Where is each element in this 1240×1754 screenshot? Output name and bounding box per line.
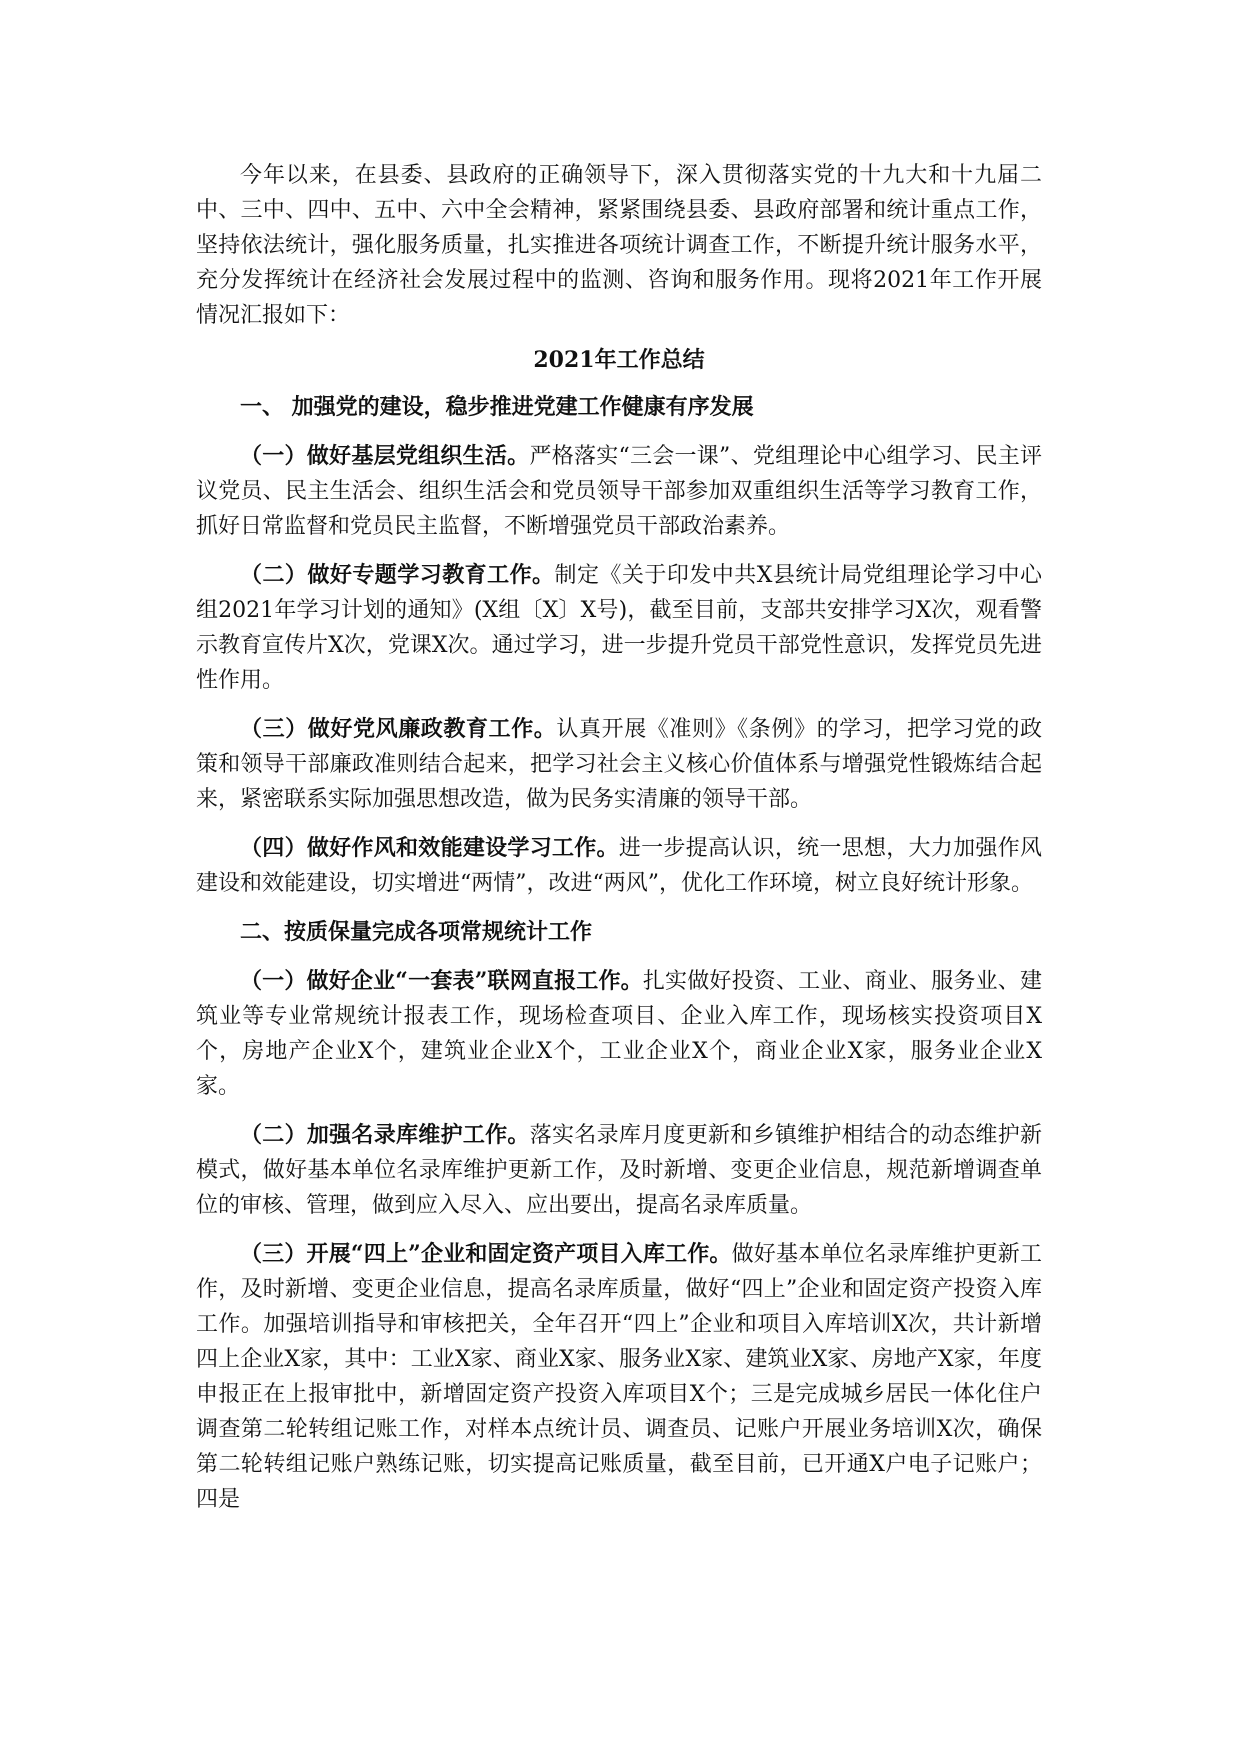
document-page: [196, 158, 1042, 1531]
item-lead: （三）做好党风廉政教育工作。: [240, 716, 557, 742]
section-1-item-2: [196, 558, 1042, 698]
item-text: 进一步提高认识，统一思想，大力加强作风建设和效能建设，切实增进“两情”，改进“两风”，优化工作环境，树立良好统计形象。: [196, 836, 1042, 896]
item-text: 认真开展《准则》《条例》的学习，把学习党的政策和领导干部廉政准则结合起来，把学习社会主义核心价值体系与增强党性锻炼结合起来，紧密联系实际加强思想改造，做为民务实清廉的领导干部。: [196, 717, 1042, 812]
section-1-item-1: [196, 439, 1042, 544]
item-text: 严格落实“三会一课”、党组理论中心组学习、民主评议党员、民主生活会、组织生活会和党员领导干部参加双重组织生活等学习教育工作，抓好日常监督和党员民主监督，不断增强党员干部政治素养。: [196, 444, 1042, 539]
section-2-item-1: [196, 964, 1042, 1104]
item-lead: （四）做好作风和效能建设学习工作。: [240, 835, 619, 861]
section-1-item-4: [196, 831, 1042, 901]
intro-paragraph: 今年以来，在县委、县政府的正确领导下，深入贯彻落实党的十九大和十九届二中、三中、四中、五中、六中全会精神，紧紧围绕县委、县政府部署和统计重点工作，坚持依法统计，强化服务质量，扎实推进各项统计调查工作，不断提升统计服务水平，充分发挥统计在经济社会发展过程中的监测、咨询和服务作用。现将2021年工作开展情况汇报如下：: [196, 163, 1042, 328]
section-1-item-3: [196, 712, 1042, 817]
section-2-item-2: [196, 1118, 1042, 1223]
item-lead: （二）做好专题学习教育工作。: [240, 562, 555, 588]
item-text: 做好基本单位名录库维护更新工作，及时新增、变更企业信息，提高名录库质量，做好“四上”企业和固定资产投资入库工作。加强培训指导和审核把关，全年召开“四上”企业和项目入库培训X次，共计新增四上企业X家，其中：工业X家、商业X家、服务业X家、建筑业X家、房地产X家，年度申报正在上报审批中，新增固定资产投资入库项目X个；三是完成城乡居民一体化住户调查第二轮转组记账工作，对样本点统计员、调查员、记账户开展业务培训X次，确保第二轮转组记账户熟练记账，切实提高记账质量，截至目前，已开通X户电子记账户；四是: [196, 1242, 1042, 1512]
document-title: 2021年工作总结: [533, 347, 705, 373]
item-text: 落实名录库月度更新和乡镇维护相结合的动态维护新模式，做好基本单位名录库维护更新工作，及时新增、变更企业信息，规范新增调查单位的审核、管理，做到应入尽入、应出要出，提高名录库质量。: [196, 1123, 1042, 1218]
item-lead: （一）做好企业“一套表”联网直报工作。: [240, 968, 643, 994]
section-2-heading: 二、按质保量完成各项常规统计工作: [240, 919, 593, 945]
item-text: 扎实做好投资、工业、商业、服务业、建筑业等专业常规统计报表工作，现场检查项目、企业入库工作，现场核实投资项目X个，房地产企业X个，建筑业企业X个，工业企业X个，商业企业X家，服务业企业X家。: [196, 969, 1042, 1099]
item-lead: （三）开展“四上”企业和固定资产项目入库工作。: [240, 1241, 732, 1267]
item-lead: （二）加强名录库维护工作。: [240, 1122, 530, 1148]
section-2-item-3: [196, 1237, 1042, 1517]
item-text: 制定《关于印发中共X县统计局党组理论学习中心组2021年学习计划的通知》(X组〔X〕X号)，截至目前，支部共安排学习X次，观看警示教育宣传片X次，党课X次。通过学习，进一步提升党员干部党性意识，发挥党员先进性作用。: [196, 563, 1042, 693]
section-1-heading: 一、 加强党的建设，稳步推进党建工作健康有序发展: [240, 394, 754, 420]
item-lead: （一）做好基层党组织生活。: [240, 443, 530, 469]
